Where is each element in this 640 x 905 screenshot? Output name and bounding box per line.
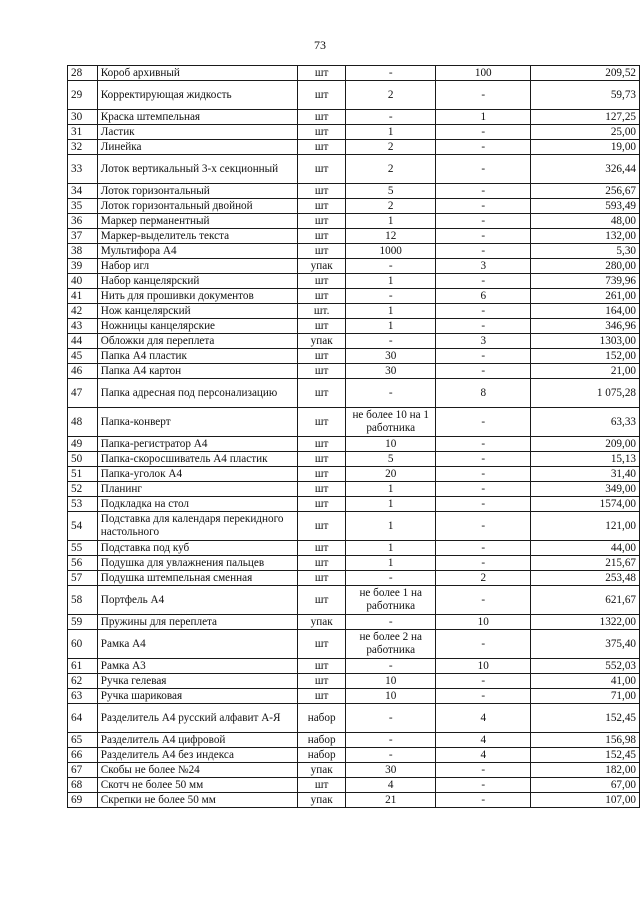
table-row (68, 199, 640, 214)
table-row (68, 793, 640, 808)
table-row (68, 274, 640, 289)
cell-packages: - (436, 140, 531, 155)
table-row (68, 571, 640, 586)
cell-packages: - (436, 512, 531, 541)
cell-price: 107,00 (531, 793, 640, 808)
cell-price: 25,00 (531, 125, 640, 140)
cell-unit-of-measure: шт (298, 408, 346, 437)
cell-quantity: - (346, 259, 436, 274)
cell-unit-of-measure: шт (298, 244, 346, 259)
cell-quantity: 1 (346, 319, 436, 334)
cell-item-name: Маркер перманентный (97, 214, 298, 229)
cell-packages: - (436, 452, 531, 467)
cell-quantity: не более 1 на работника (346, 586, 436, 615)
cell-item-name: Короб архивный (97, 66, 298, 81)
cell-row-number: 54 (68, 512, 98, 541)
cell-unit-of-measure: упак (298, 259, 346, 274)
cell-item-name: Подкладка на стол (97, 497, 298, 512)
table-row (68, 615, 640, 630)
cell-price: 552,03 (531, 659, 640, 674)
cell-quantity: - (346, 659, 436, 674)
cell-quantity: 30 (346, 763, 436, 778)
cell-price: 67,00 (531, 778, 640, 793)
cell-row-number: 58 (68, 586, 98, 615)
table-row (68, 630, 640, 659)
cell-row-number: 60 (68, 630, 98, 659)
cell-row-number: 48 (68, 408, 98, 437)
table-row (68, 408, 640, 437)
cell-item-name: Набор канцелярский (97, 274, 298, 289)
cell-item-name: Лоток горизонтальный (97, 184, 298, 199)
cell-row-number: 37 (68, 229, 98, 244)
table-row (68, 733, 640, 748)
cell-row-number: 50 (68, 452, 98, 467)
table-row (68, 659, 640, 674)
cell-unit-of-measure: шт (298, 66, 346, 81)
cell-row-number: 51 (68, 467, 98, 482)
cell-row-number: 41 (68, 289, 98, 304)
cell-row-number: 59 (68, 615, 98, 630)
cell-unit-of-measure: шт. (298, 304, 346, 319)
table-row (68, 763, 640, 778)
table-row (68, 379, 640, 408)
cell-unit-of-measure: шт (298, 630, 346, 659)
cell-item-name: Лоток горизонтальный двойной (97, 199, 298, 214)
cell-quantity: 1 (346, 556, 436, 571)
cell-price: 739,96 (531, 274, 640, 289)
cell-item-name: Набор игл (97, 259, 298, 274)
cell-row-number: 56 (68, 556, 98, 571)
table-row (68, 155, 640, 184)
cell-row-number: 29 (68, 81, 98, 110)
cell-price: 63,33 (531, 408, 640, 437)
cell-packages: - (436, 155, 531, 184)
cell-price: 5,30 (531, 244, 640, 259)
cell-quantity: - (346, 110, 436, 125)
cell-unit-of-measure: шт (298, 379, 346, 408)
cell-unit-of-measure: упак (298, 763, 346, 778)
cell-packages: 3 (436, 259, 531, 274)
cell-row-number: 68 (68, 778, 98, 793)
table-row (68, 319, 640, 334)
cell-row-number: 39 (68, 259, 98, 274)
cell-item-name: Линейка (97, 140, 298, 155)
cell-quantity: 2 (346, 81, 436, 110)
table-row (68, 259, 640, 274)
cell-quantity: 12 (346, 229, 436, 244)
cell-row-number: 34 (68, 184, 98, 199)
cell-packages: - (436, 319, 531, 334)
cell-quantity: 1000 (346, 244, 436, 259)
cell-row-number: 61 (68, 659, 98, 674)
cell-item-name: Подушка для увлажнения пальцев (97, 556, 298, 571)
cell-unit-of-measure: шт (298, 586, 346, 615)
cell-item-name: Разделитель А4 без индекса (97, 748, 298, 763)
table-row (68, 140, 640, 155)
cell-row-number: 44 (68, 334, 98, 349)
cell-item-name: Мультифора А4 (97, 244, 298, 259)
cell-price: 346,96 (531, 319, 640, 334)
cell-item-name: Скрепки не более 50 мм (97, 793, 298, 808)
table-row (68, 229, 640, 244)
cell-unit-of-measure: шт (298, 689, 346, 704)
cell-row-number: 69 (68, 793, 98, 808)
cell-item-name: Корректирующая жидкость (97, 81, 298, 110)
cell-row-number: 46 (68, 364, 98, 379)
cell-price: 127,25 (531, 110, 640, 125)
cell-price: 121,00 (531, 512, 640, 541)
cell-quantity: 1 (346, 512, 436, 541)
table-row (68, 482, 640, 497)
cell-item-name: Подставка под куб (97, 541, 298, 556)
cell-unit-of-measure: набор (298, 704, 346, 733)
cell-row-number: 38 (68, 244, 98, 259)
cell-item-name: Планинг (97, 482, 298, 497)
cell-packages: - (436, 304, 531, 319)
cell-row-number: 42 (68, 304, 98, 319)
table-row (68, 214, 640, 229)
cell-price: 349,00 (531, 482, 640, 497)
cell-unit-of-measure: шт (298, 319, 346, 334)
cell-packages: - (436, 497, 531, 512)
cell-quantity: - (346, 571, 436, 586)
cell-quantity: 2 (346, 199, 436, 214)
cell-item-name: Маркер-выделитель текста (97, 229, 298, 244)
table-row (68, 437, 640, 452)
cell-quantity: 1 (346, 482, 436, 497)
cell-packages: - (436, 467, 531, 482)
cell-row-number: 63 (68, 689, 98, 704)
cell-row-number: 30 (68, 110, 98, 125)
cell-unit-of-measure: шт (298, 541, 346, 556)
cell-unit-of-measure: шт (298, 199, 346, 214)
table-row (68, 541, 640, 556)
cell-packages: - (436, 184, 531, 199)
cell-packages: 4 (436, 748, 531, 763)
cell-row-number: 35 (68, 199, 98, 214)
cell-item-name: Скотч не более 50 мм (97, 778, 298, 793)
cell-item-name: Ластик (97, 125, 298, 140)
table-body (68, 66, 640, 808)
cell-price: 253,48 (531, 571, 640, 586)
cell-price: 1574,00 (531, 497, 640, 512)
cell-quantity: 1 (346, 541, 436, 556)
table-row (68, 66, 640, 81)
cell-item-name: Папка А4 пластик (97, 349, 298, 364)
cell-item-name: Ножницы канцелярские (97, 319, 298, 334)
cell-row-number: 67 (68, 763, 98, 778)
cell-quantity: - (346, 748, 436, 763)
cell-packages: 1 (436, 110, 531, 125)
cell-unit-of-measure: упак (298, 615, 346, 630)
cell-row-number: 66 (68, 748, 98, 763)
cell-unit-of-measure: упак (298, 793, 346, 808)
cell-price: 375,40 (531, 630, 640, 659)
cell-row-number: 57 (68, 571, 98, 586)
cell-item-name: Разделитель А4 цифровой (97, 733, 298, 748)
table-row (68, 689, 640, 704)
cell-price: 59,73 (531, 81, 640, 110)
cell-quantity: 30 (346, 349, 436, 364)
cell-quantity: - (346, 379, 436, 408)
cell-packages: - (436, 778, 531, 793)
cell-quantity: 1 (346, 304, 436, 319)
cell-unit-of-measure: шт (298, 364, 346, 379)
cell-packages: - (436, 763, 531, 778)
cell-price: 152,45 (531, 704, 640, 733)
cell-packages: - (436, 244, 531, 259)
cell-unit-of-measure: шт (298, 482, 346, 497)
cell-packages: - (436, 630, 531, 659)
cell-price: 41,00 (531, 674, 640, 689)
cell-packages: - (436, 586, 531, 615)
cell-packages: - (436, 125, 531, 140)
cell-price: 182,00 (531, 763, 640, 778)
table-row (68, 452, 640, 467)
cell-unit-of-measure: шт (298, 229, 346, 244)
cell-packages: - (436, 556, 531, 571)
cell-item-name: Папка-регистратор А4 (97, 437, 298, 452)
cell-packages: 2 (436, 571, 531, 586)
cell-item-name: Портфель А4 (97, 586, 298, 615)
cell-unit-of-measure: шт (298, 556, 346, 571)
cell-price: 31,40 (531, 467, 640, 482)
cell-packages: - (436, 437, 531, 452)
cell-unit-of-measure: шт (298, 467, 346, 482)
cell-quantity: - (346, 66, 436, 81)
cell-unit-of-measure: упак (298, 334, 346, 349)
cell-row-number: 28 (68, 66, 98, 81)
cell-price: 152,45 (531, 748, 640, 763)
cell-packages: 10 (436, 659, 531, 674)
cell-packages: - (436, 199, 531, 214)
cell-packages: 8 (436, 379, 531, 408)
cell-quantity: 2 (346, 140, 436, 155)
cell-packages: - (436, 274, 531, 289)
cell-item-name: Папка адресная под персонализацию (97, 379, 298, 408)
cell-price: 164,00 (531, 304, 640, 319)
cell-row-number: 53 (68, 497, 98, 512)
table-row (68, 349, 640, 364)
cell-unit-of-measure: шт (298, 778, 346, 793)
cell-row-number: 64 (68, 704, 98, 733)
cell-unit-of-measure: шт (298, 155, 346, 184)
cell-price: 209,00 (531, 437, 640, 452)
cell-quantity: не более 2 на работника (346, 630, 436, 659)
cell-price: 621,67 (531, 586, 640, 615)
cell-item-name: Лоток вертикальный 3-х секционный (97, 155, 298, 184)
cell-price: 156,98 (531, 733, 640, 748)
cell-unit-of-measure: шт (298, 184, 346, 199)
table-row (68, 556, 640, 571)
cell-packages: - (436, 689, 531, 704)
cell-row-number: 52 (68, 482, 98, 497)
cell-price: 280,00 (531, 259, 640, 274)
cell-quantity: 30 (346, 364, 436, 379)
cell-item-name: Пружины для переплета (97, 615, 298, 630)
cell-quantity: 10 (346, 437, 436, 452)
cell-packages: 10 (436, 615, 531, 630)
cell-price: 152,00 (531, 349, 640, 364)
cell-unit-of-measure: шт (298, 571, 346, 586)
cell-item-name: Ручка шариковая (97, 689, 298, 704)
cell-unit-of-measure: шт (298, 349, 346, 364)
table-row (68, 778, 640, 793)
cell-unit-of-measure: шт (298, 437, 346, 452)
cell-unit-of-measure: шт (298, 140, 346, 155)
cell-packages: - (436, 408, 531, 437)
cell-item-name: Подставка для календаря перекидного настольного (97, 512, 298, 541)
cell-row-number: 40 (68, 274, 98, 289)
cell-quantity: 4 (346, 778, 436, 793)
cell-row-number: 33 (68, 155, 98, 184)
cell-price: 1322,00 (531, 615, 640, 630)
table-row (68, 184, 640, 199)
cell-packages: - (436, 214, 531, 229)
cell-row-number: 32 (68, 140, 98, 155)
cell-price: 1303,00 (531, 334, 640, 349)
table-row (68, 497, 640, 512)
cell-quantity: - (346, 334, 436, 349)
cell-packages: 100 (436, 66, 531, 81)
cell-price: 1 075,28 (531, 379, 640, 408)
cell-packages: - (436, 482, 531, 497)
cell-unit-of-measure: шт (298, 110, 346, 125)
cell-row-number: 36 (68, 214, 98, 229)
table-row (68, 289, 640, 304)
cell-quantity: 5 (346, 452, 436, 467)
cell-unit-of-measure: шт (298, 289, 346, 304)
cell-row-number: 43 (68, 319, 98, 334)
cell-unit-of-measure: шт (298, 81, 346, 110)
cell-row-number: 65 (68, 733, 98, 748)
table-row (68, 364, 640, 379)
table-row (68, 304, 640, 319)
cell-row-number: 55 (68, 541, 98, 556)
table-row (68, 244, 640, 259)
cell-price: 19,00 (531, 140, 640, 155)
cell-price: 21,00 (531, 364, 640, 379)
cell-row-number: 47 (68, 379, 98, 408)
cell-quantity: 21 (346, 793, 436, 808)
cell-unit-of-measure: шт (298, 214, 346, 229)
cell-packages: - (436, 81, 531, 110)
cell-packages: - (436, 674, 531, 689)
table-row (68, 674, 640, 689)
cell-packages: 3 (436, 334, 531, 349)
cell-item-name: Папка-уголок А4 (97, 467, 298, 482)
table-row (68, 704, 640, 733)
cell-item-name: Рамка А3 (97, 659, 298, 674)
table-row (68, 81, 640, 110)
cell-packages: - (436, 364, 531, 379)
cell-quantity: 10 (346, 689, 436, 704)
cell-item-name: Папка-конверт (97, 408, 298, 437)
cell-quantity: 2 (346, 155, 436, 184)
cell-row-number: 49 (68, 437, 98, 452)
cell-unit-of-measure: шт (298, 125, 346, 140)
cell-item-name: Нож канцелярский (97, 304, 298, 319)
table-row (68, 334, 640, 349)
cell-quantity: 1 (346, 214, 436, 229)
cell-price: 132,00 (531, 229, 640, 244)
cell-item-name: Ручка гелевая (97, 674, 298, 689)
cell-item-name: Папка А4 картон (97, 364, 298, 379)
cell-price: 71,00 (531, 689, 640, 704)
cell-price: 209,52 (531, 66, 640, 81)
table-row (68, 110, 640, 125)
cell-unit-of-measure: набор (298, 733, 346, 748)
cell-packages: 4 (436, 733, 531, 748)
cell-price: 326,44 (531, 155, 640, 184)
cell-quantity: - (346, 733, 436, 748)
cell-unit-of-measure: шт (298, 512, 346, 541)
cell-price: 15,13 (531, 452, 640, 467)
cell-unit-of-measure: шт (298, 274, 346, 289)
cell-packages: - (436, 541, 531, 556)
cell-quantity: 1 (346, 274, 436, 289)
cell-item-name: Подушка штемпельная сменная (97, 571, 298, 586)
cell-price: 48,00 (531, 214, 640, 229)
cell-row-number: 31 (68, 125, 98, 140)
cell-row-number: 62 (68, 674, 98, 689)
cell-quantity: 1 (346, 497, 436, 512)
cell-packages: - (436, 229, 531, 244)
cell-quantity: - (346, 289, 436, 304)
cell-price: 215,67 (531, 556, 640, 571)
cell-row-number: 45 (68, 349, 98, 364)
cell-quantity: - (346, 704, 436, 733)
cell-price: 256,67 (531, 184, 640, 199)
cell-packages: 4 (436, 704, 531, 733)
cell-item-name: Нить для прошивки документов (97, 289, 298, 304)
cell-quantity: 5 (346, 184, 436, 199)
cell-packages: - (436, 349, 531, 364)
cell-unit-of-measure: набор (298, 748, 346, 763)
cell-item-name: Обложки для переплета (97, 334, 298, 349)
cell-quantity: не более 10 на 1 работника (346, 408, 436, 437)
page-number: 73 (314, 38, 326, 52)
cell-quantity: 20 (346, 467, 436, 482)
cell-packages: 6 (436, 289, 531, 304)
table-row (68, 512, 640, 541)
cell-quantity: 1 (346, 125, 436, 140)
cell-item-name: Разделитель А4 русский алфавит А-Я (97, 704, 298, 733)
supply-table (67, 65, 640, 808)
cell-item-name: Краска штемпельная (97, 110, 298, 125)
cell-price: 593,49 (531, 199, 640, 214)
cell-price: 44,00 (531, 541, 640, 556)
cell-item-name: Скобы не более №24 (97, 763, 298, 778)
cell-item-name: Рамка А4 (97, 630, 298, 659)
cell-quantity: 10 (346, 674, 436, 689)
cell-item-name: Папка-скоросшиватель А4 пластик (97, 452, 298, 467)
cell-unit-of-measure: шт (298, 674, 346, 689)
cell-quantity: - (346, 615, 436, 630)
table-row (68, 467, 640, 482)
table-row (68, 748, 640, 763)
cell-unit-of-measure: шт (298, 659, 346, 674)
cell-price: 261,00 (531, 289, 640, 304)
cell-packages: - (436, 793, 531, 808)
cell-unit-of-measure: шт (298, 452, 346, 467)
cell-unit-of-measure: шт (298, 497, 346, 512)
table-row (68, 125, 640, 140)
table-row (68, 586, 640, 615)
